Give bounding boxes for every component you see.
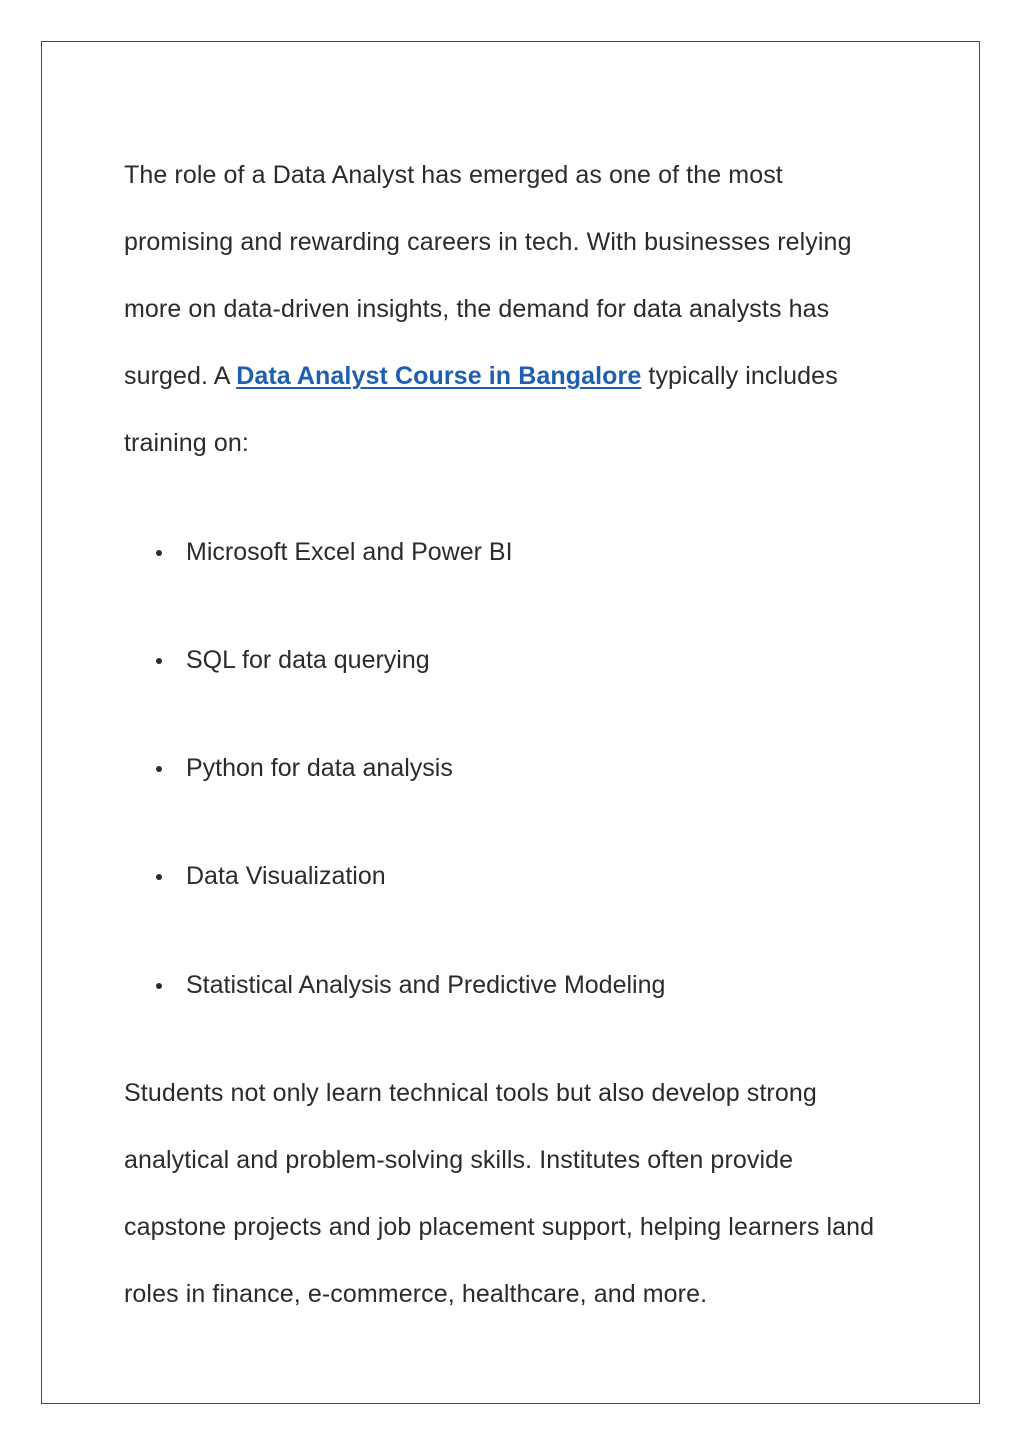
paragraph-1-line-5: training on: [124,429,249,457]
bullet-icon [156,766,162,772]
paragraph-2-line-1: Students not only learn technical tools but also develop strong [124,1079,817,1107]
paragraph-1-line-2: promising and rewarding careers in tech. With businesses relying [124,228,852,256]
bullet-icon [156,658,162,664]
paragraph-2-line-4: roles in finance, e-commerce, healthcare, and more. [124,1280,708,1308]
paragraph-1-line-4-prefix: surged. A [124,362,237,390]
bullet-icon [156,874,162,880]
course-link[interactable]: Data Analyst Course in Bangalore [236,362,642,390]
list-item-text: Data Visualization [186,862,386,890]
paragraph-2-line-2: analytical and problem-solving skills. Institutes often provide [124,1146,794,1174]
list-item-text: SQL for data querying [186,646,430,674]
list-item-text: Python for data analysis [186,754,453,782]
paragraph-1-line-4 [124,361,838,391]
bullet-icon [156,983,162,989]
list-item-text: Statistical Analysis and Predictive Modeling [186,971,666,999]
paragraph-1-line-4-suffix: typically includes [641,362,838,390]
paragraph-1-line-3: more on data-driven insights, the demand for data analysts has [124,295,830,323]
bullet-icon [156,550,162,556]
list-item-text: Microsoft Excel and Power BI [186,538,513,566]
paragraph-1-line-1: The role of a Data Analyst has emerged as one of the most [124,161,783,189]
paragraph-2-line-3: capstone projects and job placement support, helping learners land [124,1213,875,1241]
